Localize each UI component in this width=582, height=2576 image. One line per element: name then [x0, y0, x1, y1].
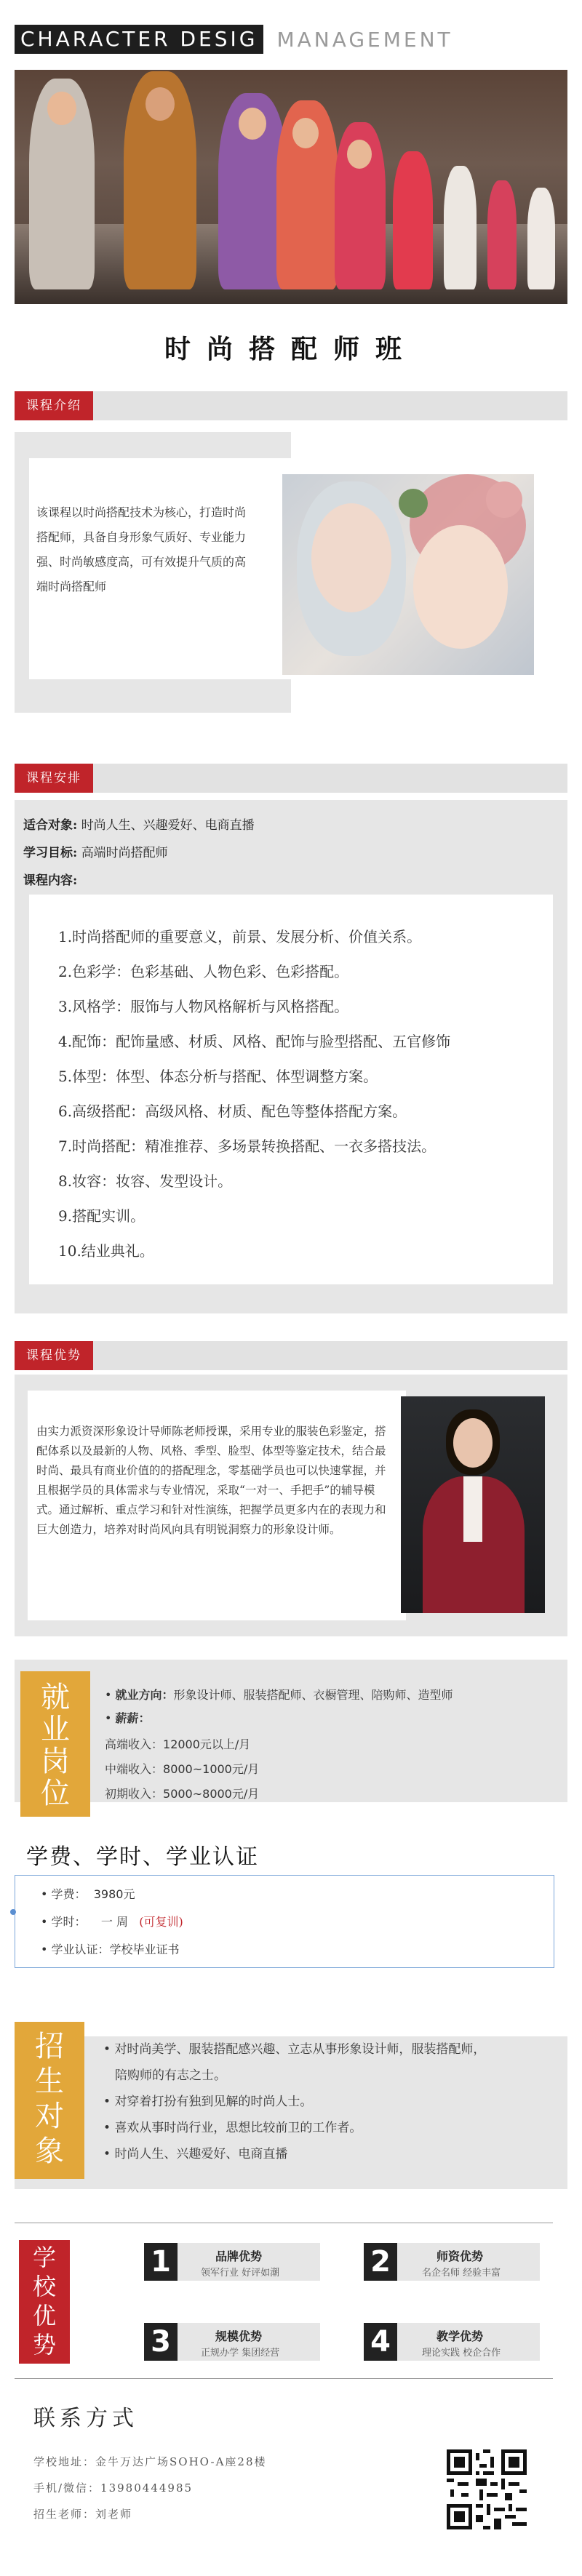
- employment-box: [20, 1671, 90, 1817]
- employment-box-label: 就业岗位: [41, 1681, 70, 1810]
- brand-left: CHARACTER DESIG: [15, 25, 263, 54]
- school-card-num: 2: [364, 2243, 397, 2281]
- cert-line: • 学业认证：学校毕业证书: [41, 1943, 180, 1956]
- list-item: 8.妆容：妆容、发型设计。: [58, 1172, 233, 1190]
- advantage-section-bar: [15, 1341, 567, 1370]
- school-card-sub: 理论实践 校企合作: [422, 2348, 501, 2359]
- fee-label: 学费：: [51, 1887, 87, 1901]
- school-card-num: 4: [364, 2323, 397, 2361]
- divider: [15, 2378, 553, 2379]
- time-note: (可复训): [139, 1915, 183, 1929]
- advantage-text: 由实力派资深形象设计导师陈老师授课，采用专业的服装色彩鉴定，搭配体系以及最新的人物、风格、季型、脸型、体型等鉴定技术，结合最时尚、最具有商业价值的的搭配理念，零基础学员也可以快速掌握，并且根据学员的具体需求与专业情况，采取“一对一、手把手”的辅导模式。通过解析、重点学习和针对性演练，把握学员更多内在的表现力和巨大创造力，培养对时尚风向具有明锐洞察力的形象设计师。: [36, 1425, 386, 1536]
- contact-phone: 手机/微信：13980444985: [33, 2481, 194, 2495]
- time-value: 一 周: [100, 1915, 128, 1929]
- page-title: 时尚搭配师班: [164, 334, 418, 364]
- salary-amount: 8000~1000元/月: [163, 1762, 260, 1776]
- enroll-item: • 喜欢从事时尚行业，思想比较前卫的工作者。: [103, 2121, 362, 2135]
- enroll-item-text: 对穿着打扮有独到见解的时尚人士。: [114, 2095, 313, 2109]
- goal-label: 学习目标:: [23, 846, 78, 860]
- schedule-tag: 课程安排: [15, 764, 93, 793]
- intro-section-bar: [15, 391, 567, 420]
- salary-amount: 12000元以上/月: [163, 1737, 251, 1751]
- course-list: [58, 919, 450, 1268]
- enroll-item-text: 对时尚美学、服装搭配感兴趣、立志从事形象设计师，服装搭配师，: [114, 2042, 486, 2057]
- school-card-num: 1: [144, 2243, 178, 2281]
- enroll-item: • 时尚人生、兴趣爱好、电商直播: [103, 2147, 288, 2161]
- salary-row: [105, 1785, 259, 1801]
- intro-text: 该课程以时尚搭配技术为核心，打造时尚搭配师，具备自身形象气质好、专业能力强、时尚敏感度高，可有效提升气质的高端时尚搭配师: [36, 505, 247, 593]
- teacher-photo: [401, 1396, 545, 1613]
- enroll-item: [115, 2063, 226, 2089]
- goal-value: 高端时尚搭配师: [81, 846, 168, 860]
- audience-label: 适合对象:: [23, 818, 78, 833]
- salary-row: [105, 1760, 259, 1777]
- enroll-item-text: 喜欢从事时尚行业，思想比较前卫的工作者。: [114, 2121, 362, 2135]
- content-line: [23, 870, 77, 888]
- intro-tag: 课程介绍: [15, 391, 93, 420]
- brand-header: [15, 25, 453, 54]
- direction-label: 就业方向：: [115, 1688, 174, 1702]
- enroll-item: • 对时尚美学、服装搭配感兴趣、立志从事形象设计师，服装搭配师，: [103, 2042, 486, 2057]
- fees-title: 学费、学时、学业认证: [26, 1844, 259, 1870]
- time-line: • 学时： 一 周 (可复训): [41, 1915, 183, 1929]
- content-label: 课程内容:: [23, 873, 78, 888]
- list-item: 1.时尚搭配师的重要意义，前景、发展分析、价值关系。: [58, 928, 422, 945]
- qr-code-icon: [447, 2449, 527, 2529]
- contact-address: 学校地址：金牛万达广场SOHO-A座28楼: [33, 2455, 267, 2468]
- enrollment-box: [15, 2022, 84, 2179]
- school-box: [19, 2240, 70, 2364]
- school-card-num: 3: [144, 2323, 178, 2361]
- list-item: 10.结业典礼。: [58, 1242, 154, 1260]
- school-card-sub: 领军行业 好评如潮: [201, 2268, 280, 2279]
- school-box-label: 学校优势: [32, 2244, 56, 2359]
- list-item: 7.时尚搭配：精准推荐、多场景转换搭配、一衣多搭技法。: [58, 1137, 436, 1155]
- direction-line: • 就业方向：形象设计师、服装搭配师、衣橱管理、陪购师、造型师: [105, 1688, 453, 1702]
- audience-value: 时尚人生、兴趣爱好、电商直播: [81, 818, 255, 833]
- contact-title: 联系方式: [33, 2406, 138, 2431]
- enroll-item: • 对穿着打扮有独到见解的时尚人士。: [103, 2095, 313, 2109]
- brand-right: MANAGEMENT: [276, 27, 453, 52]
- list-item: 5.体型：体型、体态分析与搭配、体型调整方案。: [58, 1068, 378, 1085]
- schedule-section-bar: [15, 764, 567, 793]
- time-label: 学时：: [51, 1915, 87, 1929]
- goal-line: [23, 842, 168, 860]
- cert-value: 学校毕业证书: [109, 1943, 180, 1956]
- fee-line: • 学费： 3980元: [41, 1887, 135, 1901]
- salary-amount: 5000~8000元/月: [163, 1787, 260, 1801]
- list-item: 9.搭配实训。: [58, 1207, 146, 1225]
- salary-level: 中端收入：: [105, 1762, 164, 1776]
- cert-label: 学业认证：: [51, 1943, 110, 1956]
- salary-row: [105, 1735, 250, 1752]
- enrollment-box-label: 招生对象: [35, 2030, 64, 2168]
- enroll-item-text: 时尚人生、兴趣爱好、电商直播: [114, 2147, 288, 2161]
- school-card-title: 师资优势: [436, 2249, 484, 2263]
- salary-level: 初期收入：: [105, 1787, 164, 1801]
- employment-card: [15, 1660, 567, 1802]
- salary-label: 薪薪：: [115, 1711, 151, 1725]
- contact-teacher: 招生老师：刘老师: [33, 2508, 133, 2521]
- runway-photo: [15, 70, 567, 304]
- list-item: 2.色彩学：色彩基础、人物色彩、色彩搭配。: [58, 963, 349, 980]
- school-card-title: 品牌优势: [215, 2249, 263, 2263]
- school-card-sub: 正规办学 集团经营: [201, 2348, 280, 2359]
- list-item: 6.高级搭配：高级风格、材质、配色等整体搭配方案。: [58, 1103, 407, 1120]
- school-card-sub: 名企名师 经验丰富: [422, 2268, 501, 2279]
- models-photo: [282, 474, 534, 675]
- audience-line: [23, 815, 255, 833]
- salary-level: 高端收入：: [105, 1737, 164, 1751]
- school-card-title: 教学优势: [436, 2329, 484, 2343]
- dot-icon: [10, 1909, 16, 1915]
- advantage-tag: 课程优势: [15, 1341, 93, 1370]
- salary-line: • 薪薪：: [105, 1711, 151, 1725]
- enroll-item-text: 陪购师的有志之士。: [115, 2068, 226, 2083]
- list-item: 3.风格学：服饰与人物风格解析与风格搭配。: [58, 998, 349, 1015]
- direction-value: 形象设计师、服装搭配师、衣橱管理、陪购师、造型师: [173, 1688, 453, 1702]
- school-card-title: 规模优势: [215, 2329, 263, 2343]
- fee-value: 3980元: [93, 1887, 135, 1901]
- list-item: 4.配饰：配饰量感、材质、风格、配饰与脸型搭配、五官修饰: [58, 1033, 451, 1050]
